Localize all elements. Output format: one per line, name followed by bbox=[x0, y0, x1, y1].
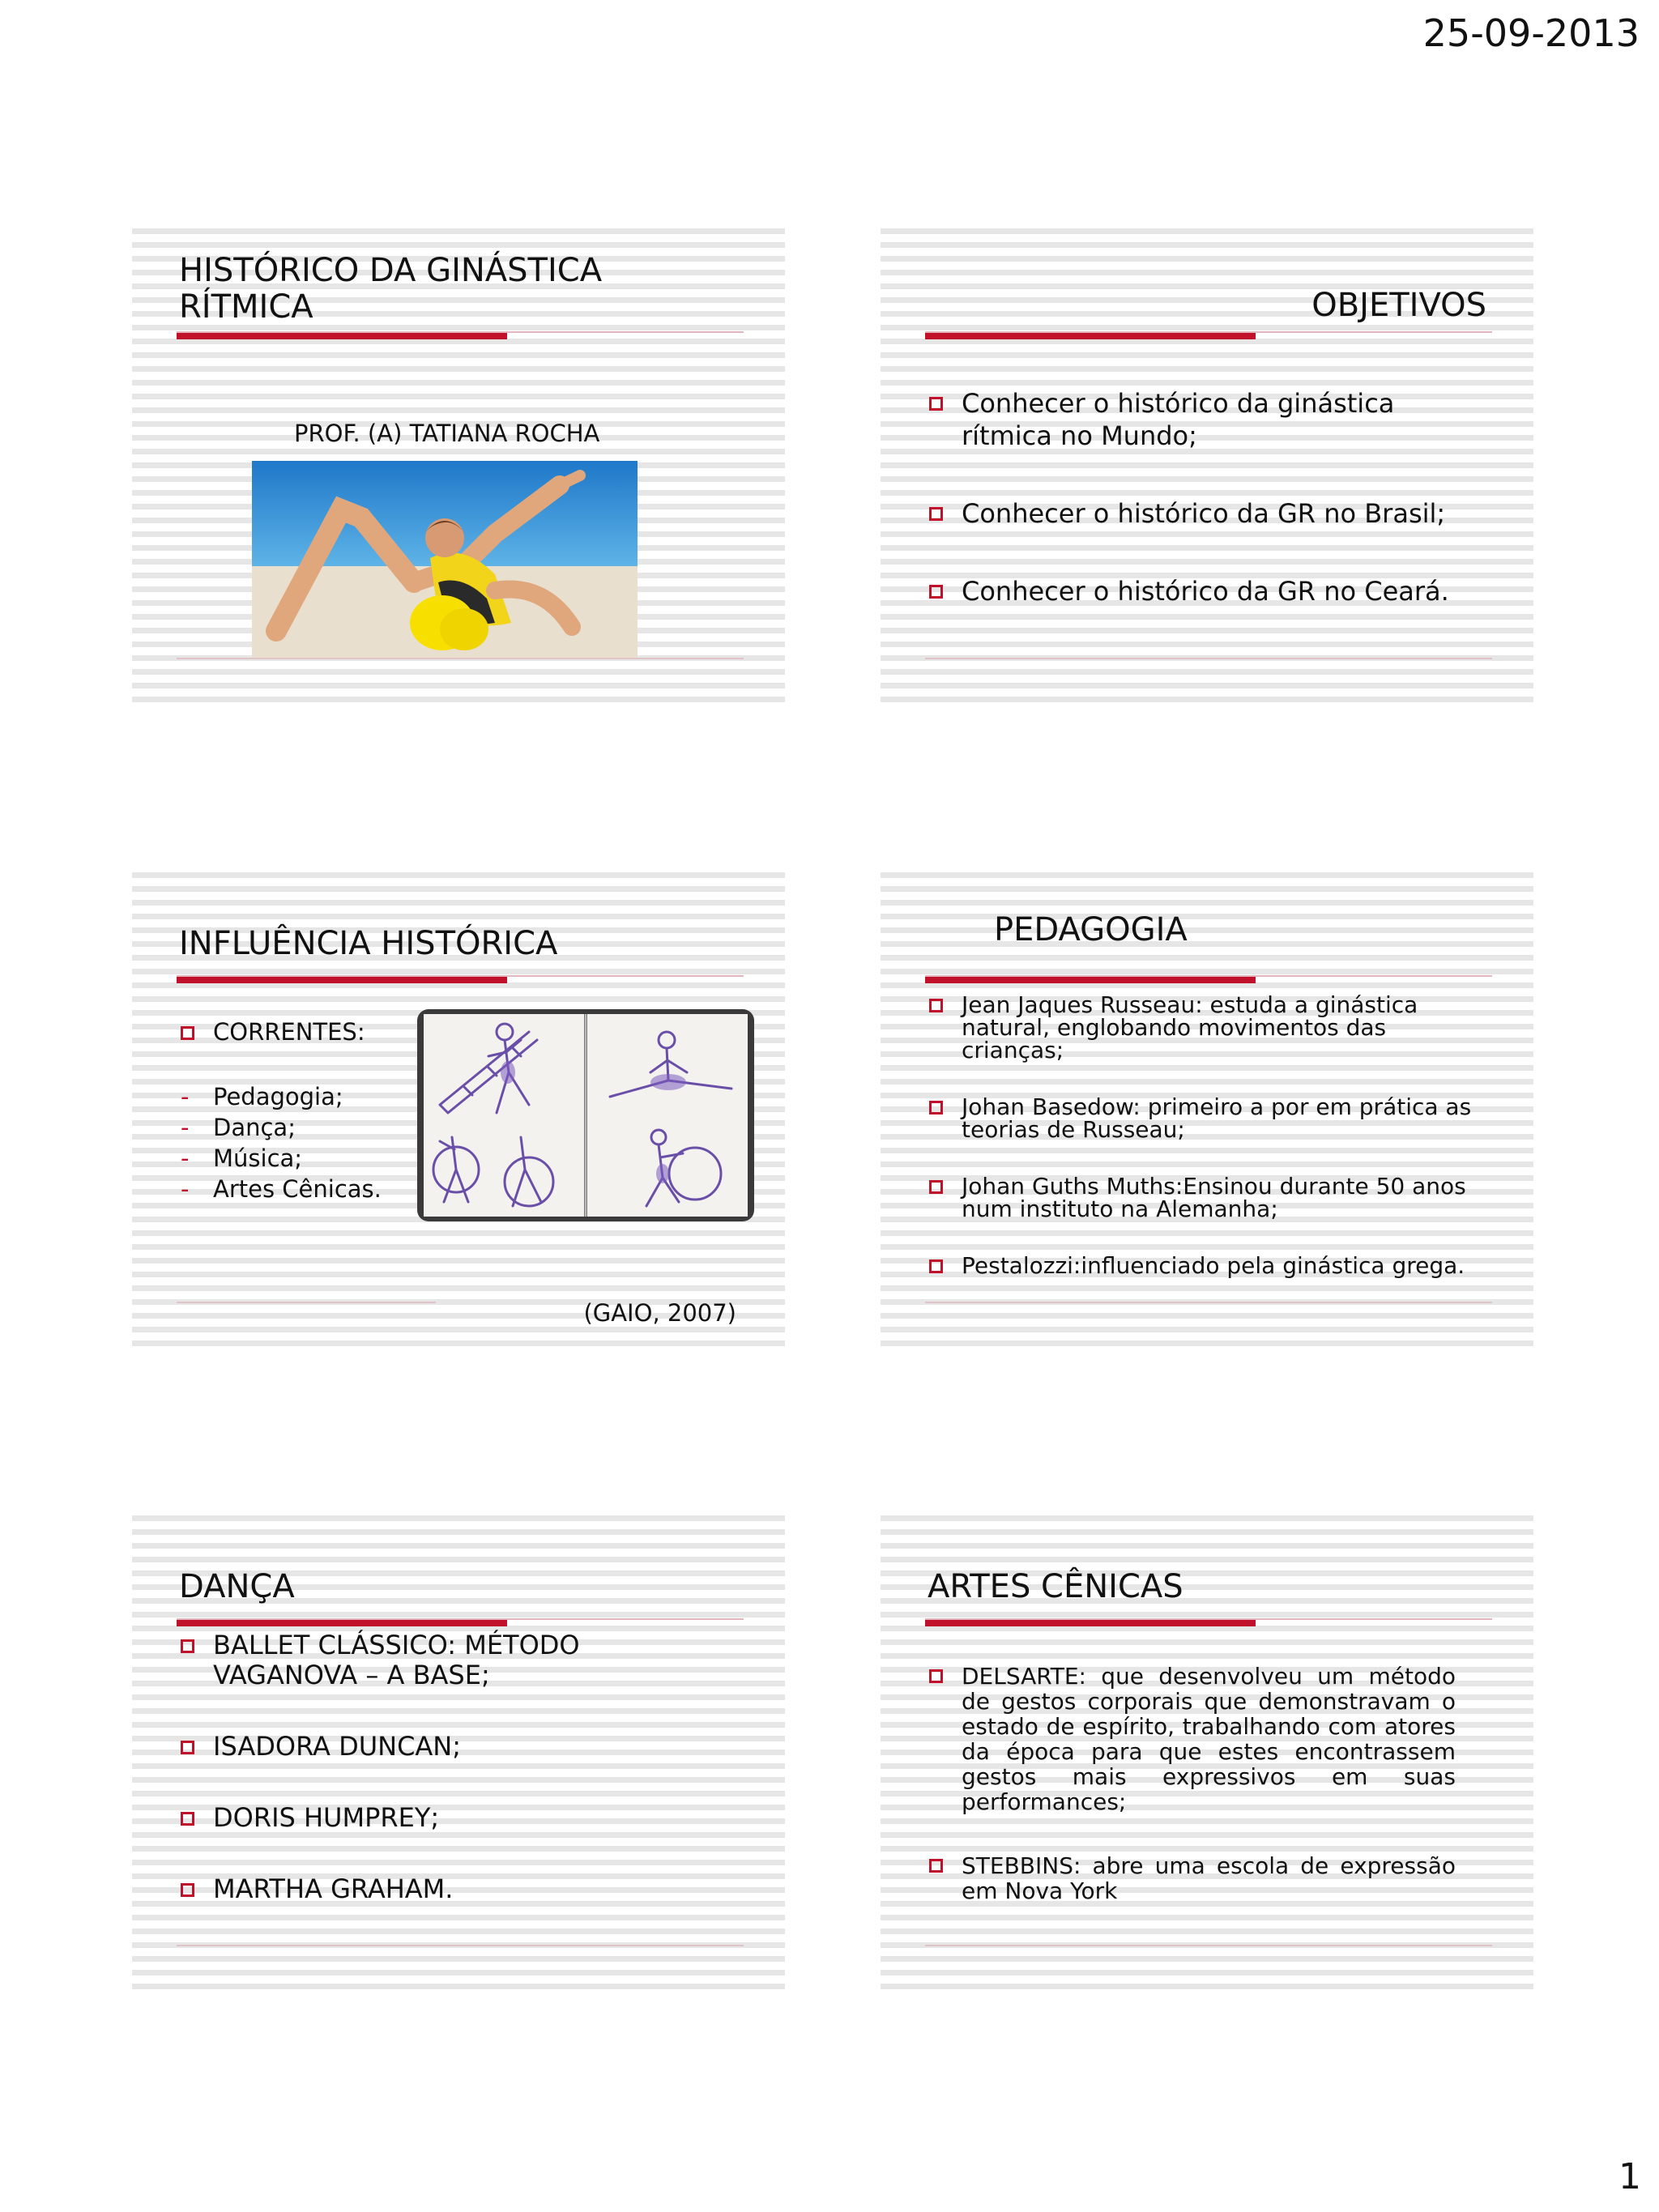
square-bullet-icon bbox=[181, 1741, 194, 1754]
list-item bbox=[929, 1093, 1480, 1143]
title-underline-thin bbox=[925, 975, 1492, 977]
list-item-text: Artes Cênicas. bbox=[213, 1175, 382, 1203]
square-bullet-icon bbox=[929, 1101, 943, 1115]
square-bullet-icon bbox=[929, 1669, 943, 1683]
list-item-text: BALLET CLÁSSICO: MÉTODO VAGANOVA – A BASE; bbox=[213, 1630, 580, 1690]
slide-4-bottom-rule bbox=[925, 1302, 1492, 1303]
list-item-text: Música; bbox=[213, 1144, 303, 1172]
list-item bbox=[929, 575, 1488, 607]
print-date: 25-09-2013 bbox=[1422, 11, 1640, 55]
title-underline-red bbox=[925, 1619, 1256, 1626]
list-item bbox=[929, 991, 1480, 1063]
gymnast-photo bbox=[252, 461, 638, 658]
list-item bbox=[181, 1732, 634, 1762]
list-item bbox=[929, 497, 1488, 530]
list-item-text: Dança; bbox=[213, 1114, 296, 1141]
list-item-text: Johan Basedow: primeiro a por em prática as teorias de Russeau; bbox=[962, 1093, 1472, 1143]
list-item-text: Conhecer o histórico da ginástica rítmica no Mundo; bbox=[962, 388, 1395, 451]
dance-list bbox=[181, 1630, 634, 1904]
title-underline-red bbox=[177, 1619, 507, 1626]
dash-bullet: - bbox=[181, 1083, 190, 1110]
slide-3-bottom-rule bbox=[177, 1302, 436, 1303]
square-bullet-icon bbox=[929, 397, 943, 411]
list-item-text: Johan Guths Muths:Ensinou durante 50 anos num instituto na Alemanha; bbox=[962, 1173, 1466, 1222]
slide-3-title: INFLUÊNCIA HISTÓRICA bbox=[179, 925, 558, 962]
title-underline-thin bbox=[177, 331, 744, 333]
scenic-arts-list bbox=[929, 1664, 1456, 1903]
slide-4-title: PEDAGOGIA bbox=[994, 911, 1188, 948]
square-bullet-icon bbox=[181, 1883, 194, 1897]
list-item-text: DELSARTE: que desenvolveu um método de gestos corporais que demonstravam o estado de espírito, trabalhando com atores da época para que estes encontrassem gestos mais expressivos em suas performances; bbox=[962, 1663, 1456, 1815]
list-item bbox=[181, 1174, 382, 1204]
slide-6 bbox=[881, 1507, 1533, 1993]
list-item bbox=[929, 387, 1488, 452]
title-underline-thin bbox=[925, 331, 1492, 333]
list-item bbox=[929, 1252, 1480, 1279]
slide-1-bottom-rule bbox=[177, 658, 744, 659]
title-underline-thin bbox=[177, 975, 744, 977]
list-item-text: Conhecer o histórico da GR no Brasil; bbox=[962, 498, 1446, 529]
currents-heading bbox=[181, 1018, 365, 1046]
square-bullet-icon bbox=[929, 1180, 943, 1194]
citation: (GAIO, 2007) bbox=[583, 1299, 736, 1327]
list-item bbox=[181, 1630, 634, 1690]
page-number: 1 bbox=[1618, 2156, 1641, 2197]
slide-5-title: DANÇA bbox=[179, 1568, 295, 1605]
square-bullet-icon bbox=[929, 585, 943, 599]
dash-bullet: - bbox=[181, 1175, 190, 1203]
list-item-text: MARTHA GRAHAM. bbox=[213, 1873, 454, 1904]
slide-6-title: ARTES CÊNICAS bbox=[928, 1568, 1183, 1605]
list-item-text: ISADORA DUNCAN; bbox=[213, 1731, 462, 1762]
pedagogy-list bbox=[929, 991, 1480, 1279]
list-item bbox=[929, 1664, 1456, 1814]
square-bullet-icon bbox=[929, 999, 943, 1012]
slide-1-title-line-2: RÍTMICA bbox=[179, 288, 313, 326]
square-bullet-icon bbox=[181, 1812, 194, 1826]
title-underline-red bbox=[177, 332, 507, 339]
list-item bbox=[181, 1874, 634, 1904]
title-underline-red bbox=[177, 976, 507, 983]
title-underline-red bbox=[925, 332, 1256, 339]
list-item bbox=[181, 1112, 382, 1143]
slide-2-title: OBJETIVOS bbox=[1311, 287, 1486, 324]
slide-1 bbox=[132, 220, 785, 706]
currents-list bbox=[181, 1081, 382, 1204]
slide-3 bbox=[132, 864, 785, 1350]
square-bullet-icon bbox=[929, 1859, 943, 1873]
dash-bullet: - bbox=[181, 1144, 190, 1172]
square-bullet-icon bbox=[181, 1639, 194, 1653]
gymnast-sketchbook-image bbox=[416, 1008, 756, 1223]
list-item-text: Pedagogia; bbox=[213, 1083, 343, 1110]
slide-1-title-line-1: HISTÓRICO DA GINÁSTICA bbox=[179, 252, 603, 289]
list-item-text: Jean Jaques Russeau: estuda a ginástica natural, englobando movimentos das crianças; bbox=[962, 991, 1418, 1063]
currents-heading-text: CORRENTES: bbox=[213, 1018, 365, 1046]
square-bullet-icon bbox=[929, 507, 943, 521]
list-item-text: DORIS HUMPREY; bbox=[213, 1802, 440, 1833]
list-item bbox=[181, 1081, 382, 1112]
list-item bbox=[929, 1853, 1456, 1903]
slide-2 bbox=[881, 220, 1533, 706]
slide-6-bottom-rule bbox=[925, 1945, 1492, 1946]
title-underline-red bbox=[925, 976, 1256, 983]
objectives-list bbox=[929, 387, 1488, 607]
square-bullet-icon bbox=[181, 1026, 194, 1040]
list-item-text: Pestalozzi:influenciado pela ginástica grega. bbox=[962, 1252, 1465, 1279]
list-item-text: Conhecer o histórico da GR no Ceará. bbox=[962, 576, 1449, 607]
slide-1-title bbox=[179, 253, 602, 326]
square-bullet-icon bbox=[929, 1259, 943, 1273]
slide-5-bottom-rule bbox=[177, 1945, 744, 1946]
list-item-text: STEBBINS: abre uma escola de expressão em Nova York bbox=[962, 1852, 1456, 1904]
slide-4 bbox=[881, 864, 1533, 1350]
slide-5 bbox=[132, 1507, 785, 1993]
list-item bbox=[929, 1175, 1480, 1221]
slide-2-bottom-rule bbox=[925, 658, 1492, 659]
dash-bullet: - bbox=[181, 1114, 190, 1141]
list-item bbox=[181, 1143, 382, 1174]
presenter-name: PROF. (A) TATIANA ROCHA bbox=[294, 420, 600, 447]
title-underline-thin bbox=[177, 1618, 744, 1620]
title-underline-thin bbox=[925, 1618, 1492, 1620]
list-item bbox=[181, 1803, 634, 1833]
